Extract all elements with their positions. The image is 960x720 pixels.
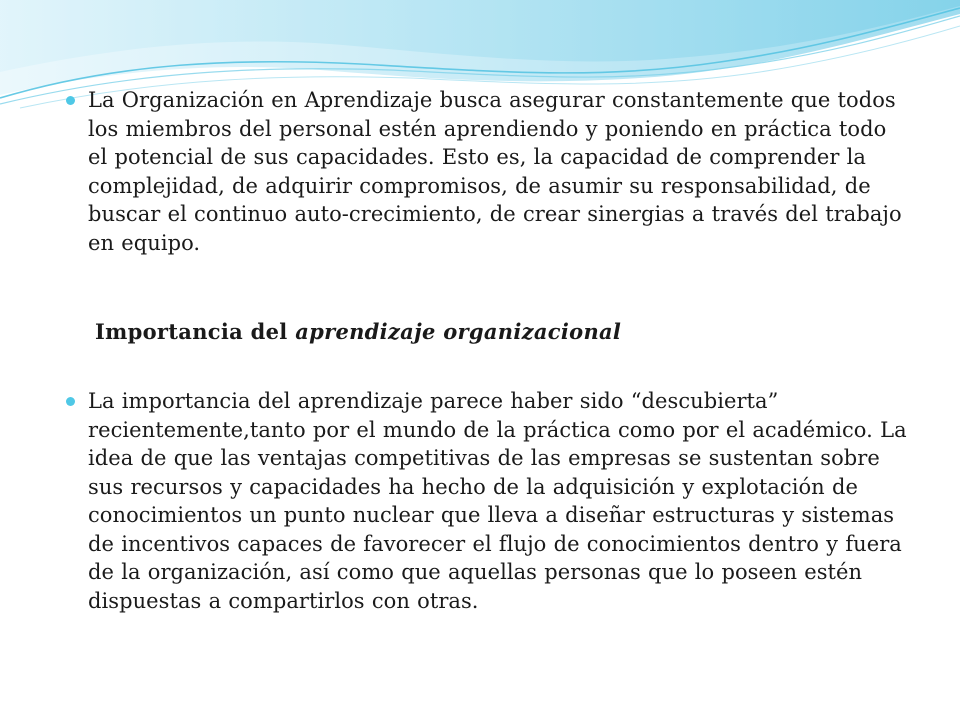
bullet-icon: [66, 397, 75, 406]
paragraph-importancia: La importancia del aprendizaje parece haber sido “descubierta” recientemente,tanto por el mundo de la práctica como por el académico. La idea de que las ventajas competitivas de las empresas se sustentan sobre sus recursos y capacidades ha hecho de la adquisición y explotación de conocimientos un punto nuclear que lleva a diseñar estructuras y sistemas de incentivos capaces de favorecer el flujo de conocimientos dentro y fuera de la organización, así como que aquellas personas que lo poseen estén dispuestas a compartirlos con otras.: [88, 389, 907, 613]
bullet-icon: [66, 96, 75, 105]
heading-italic-text: aprendizaje organizacional: [295, 319, 622, 344]
paragraph-organizacion: La Organización en Aprendizaje busca asegurar constantemente que todos los miembros del personal estén aprendiendo y poniendo en práctica todo el potencial de sus capacidades. Esto es, la capacidad de comprender la complejidad, de adquirir compromisos, de asumir su responsabilidad, de buscar el continuo auto-crecimiento, de crear sinergias a través del trabajo en equipo.: [88, 88, 902, 255]
heading-text: Importancia del: [95, 319, 296, 344]
section-heading: [95, 318, 621, 346]
